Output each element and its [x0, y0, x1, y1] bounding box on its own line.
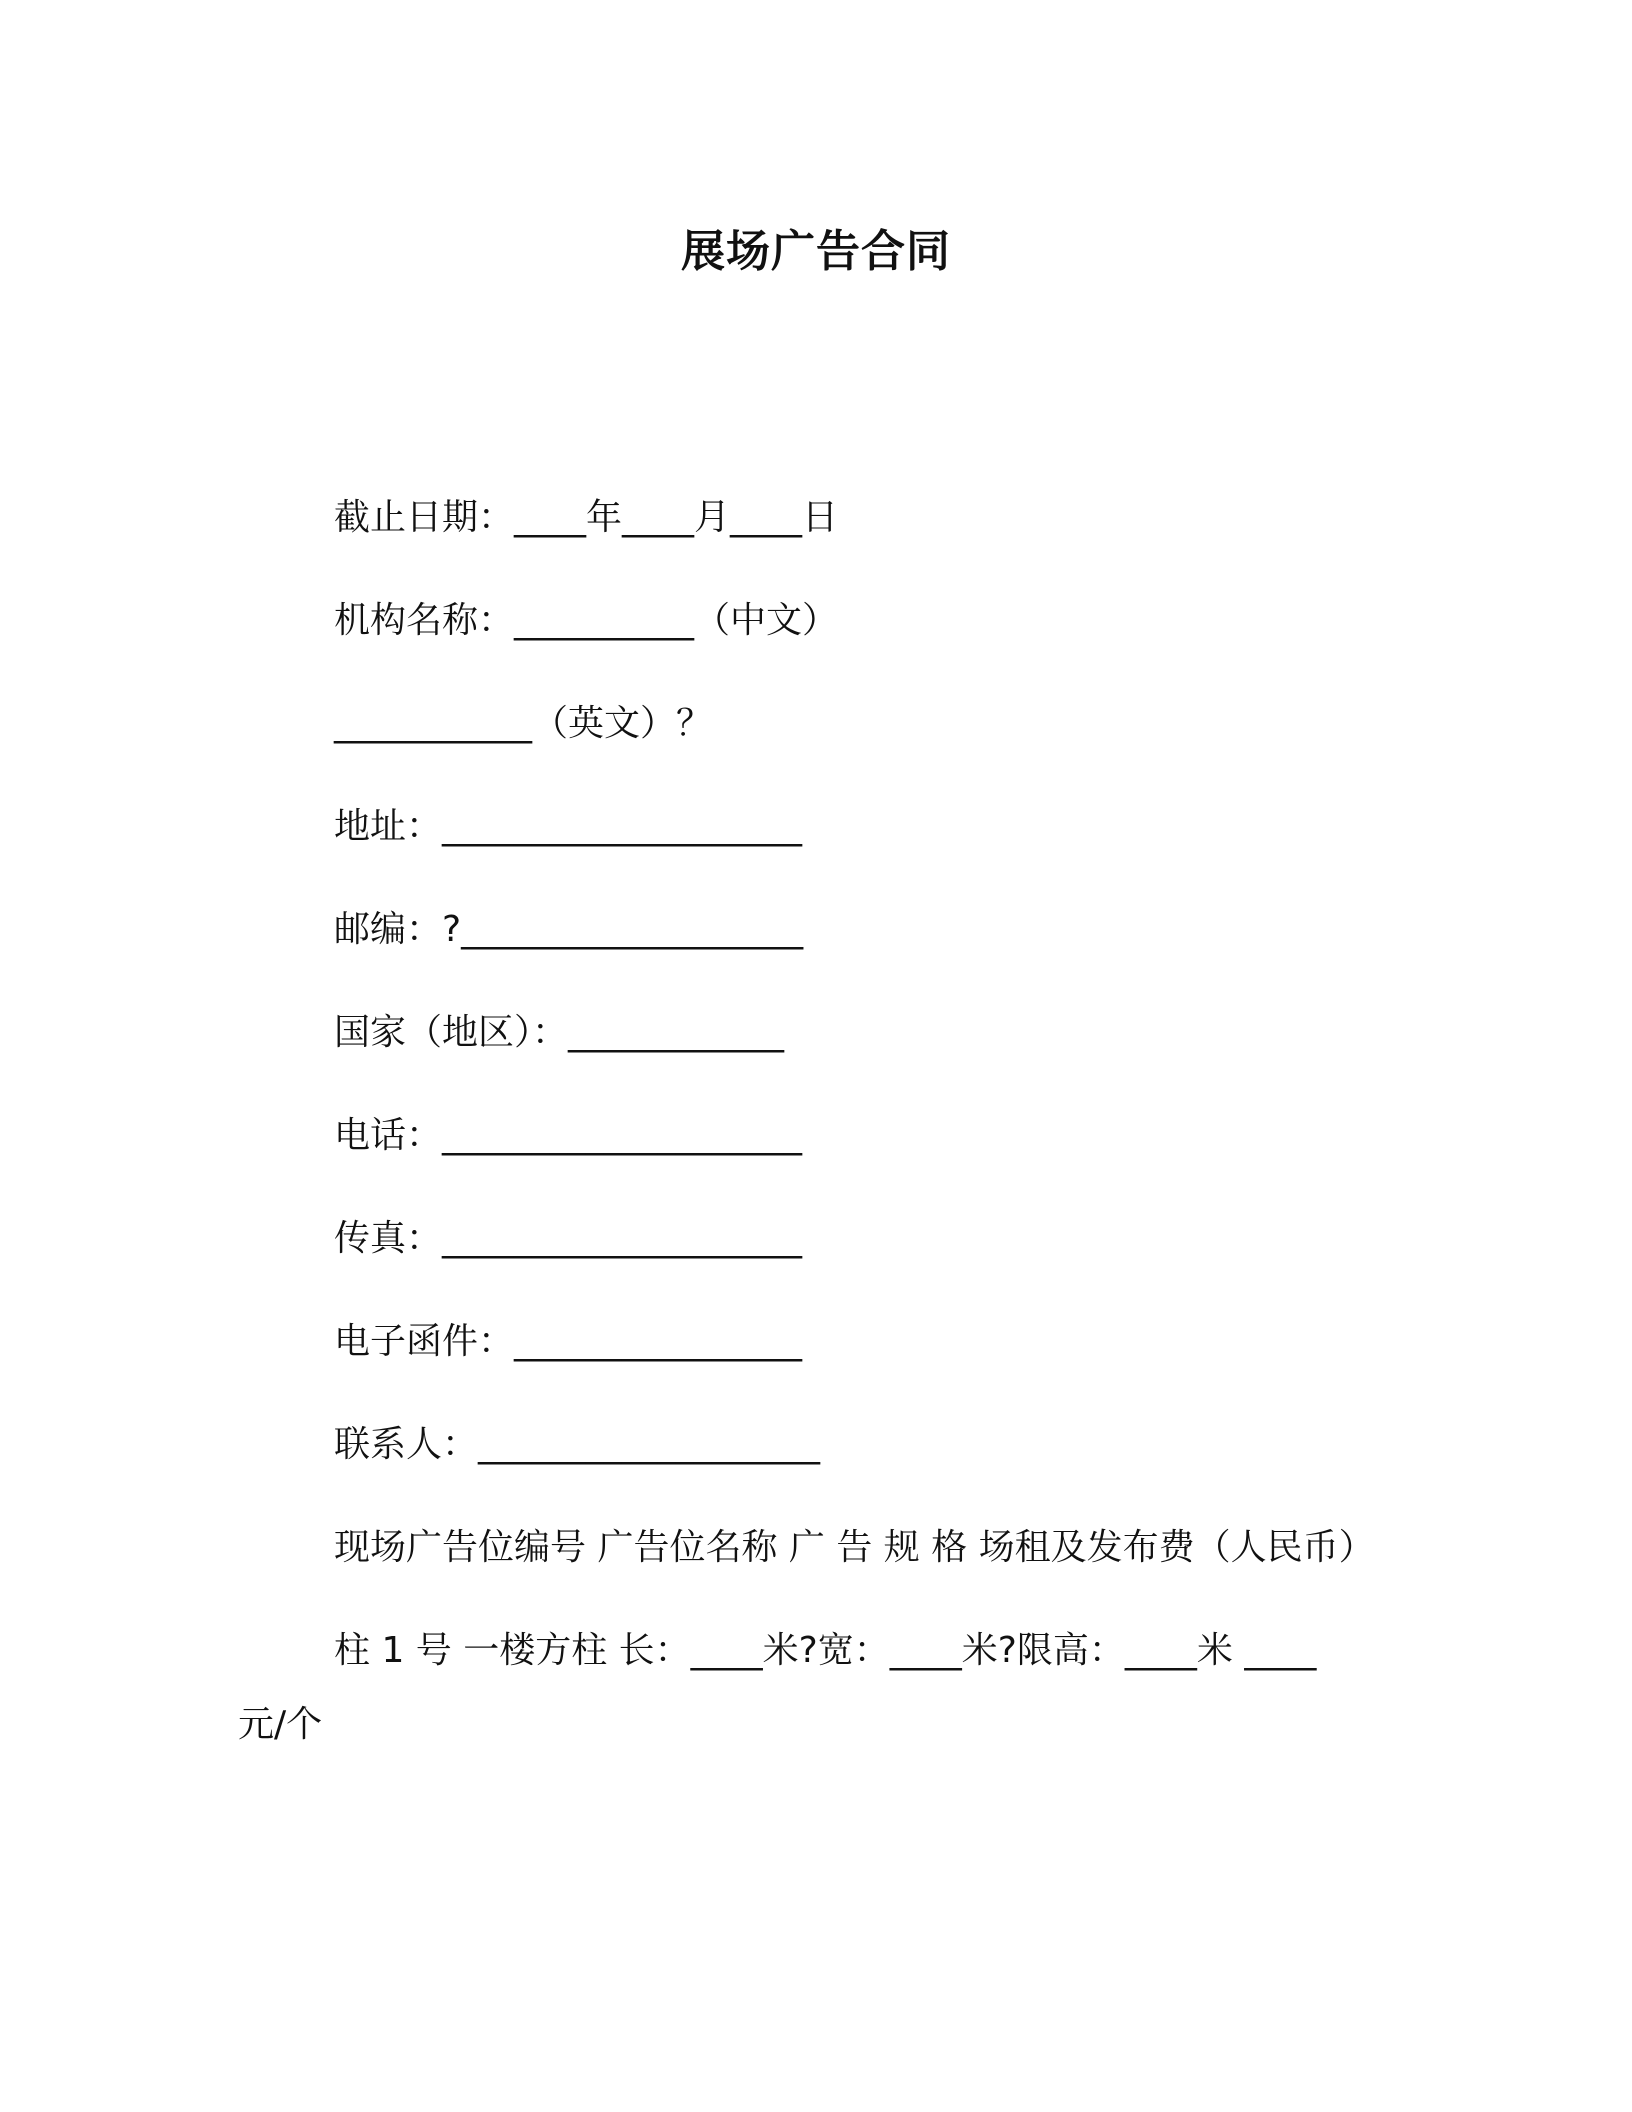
- field-organization-name-en: ___________（英文）？: [334, 703, 713, 744]
- field-contact-person: 联系人：___________________: [334, 1424, 821, 1465]
- field-email: 电子函件：________________: [334, 1321, 803, 1362]
- field-deadline-date: 截止日期：____年____月____日: [334, 497, 839, 538]
- field-country-region: 国家（地区）：____________: [334, 1012, 785, 1053]
- ad-table-row-pillar-1-continued: 元/个: [238, 1704, 323, 1745]
- field-phone: 电话：____________________: [334, 1115, 803, 1156]
- document-title: 展场广告合同: [681, 226, 951, 277]
- field-postal-code: 邮编：?___________________: [334, 909, 804, 950]
- field-address: 地址：____________________: [334, 806, 803, 847]
- ad-table-row-pillar-1: 柱 1 号 一楼方柱 长：____米?宽：____米?限高：____米 ____: [334, 1630, 1317, 1671]
- field-fax: 传真：____________________: [334, 1218, 803, 1259]
- field-organization-name-cn: 机构名称：__________（中文）: [334, 600, 839, 641]
- ad-table-header: 现场广告位编号 广告位名称 广 告 规 格 场租及发布费（人民币）: [334, 1527, 1375, 1568]
